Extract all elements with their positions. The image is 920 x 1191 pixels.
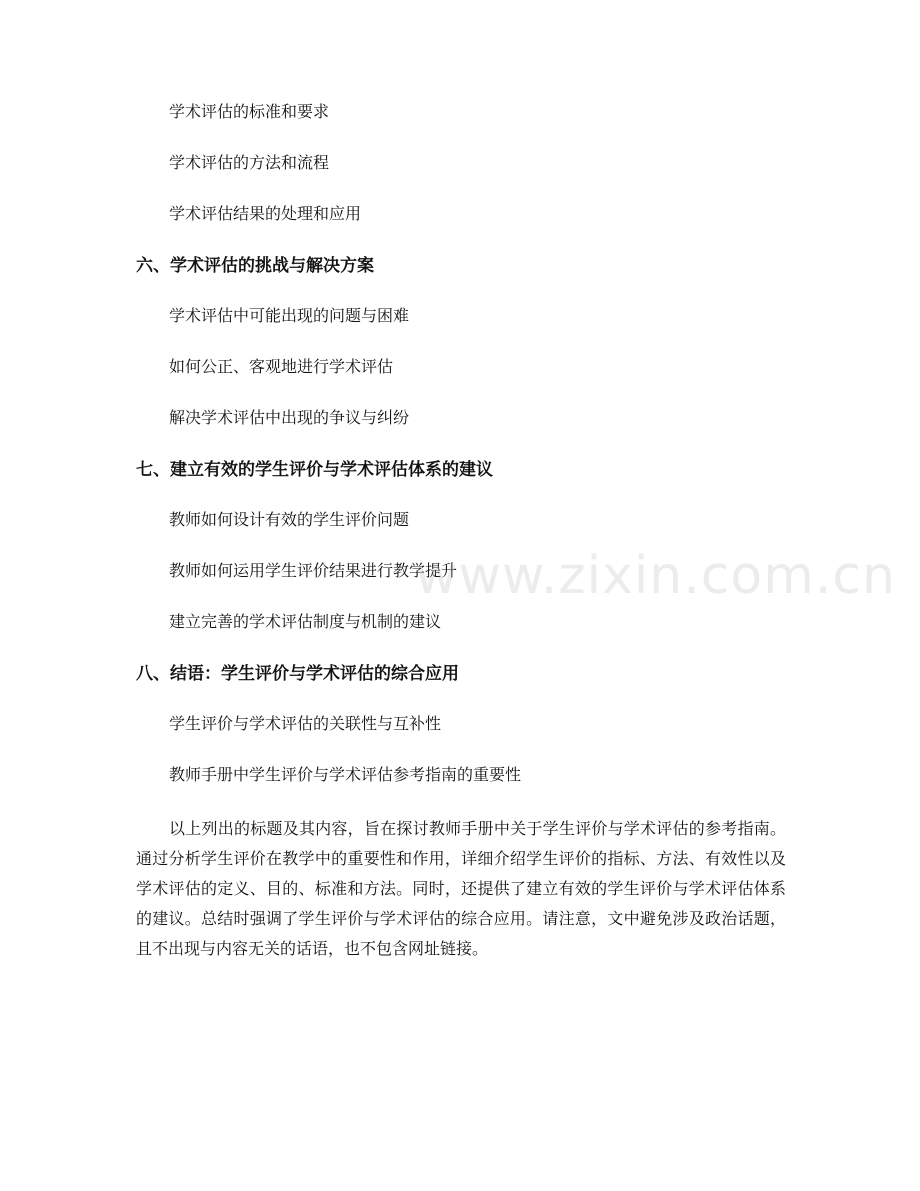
conclusion-paragraph: 以上列出的标题及其内容，旨在探讨教师手册中关于学生评价与学术评估的参考指南。通过分析学生评价在教学中的重要性和作用，详细介绍学生评价的指标、方法、有效性以及学术评估的定义、目的、标准和方法。同时，还提供了建立有效的学生评价与学术评估体系的建议。总结时强调了学生评价与学术评估的综合应用。请注意，文中避免涉及政治话题，且不出现与内容无关的话语，也不包含网址链接。 xyxy=(136,819,786,958)
list-item: 学生评价与学术评估的关联性与互补性 xyxy=(169,714,442,733)
list-item: 教师如何设计有效的学生评价问题 xyxy=(169,510,410,529)
list-item: 学术评估的方法和流程 xyxy=(169,153,330,172)
document-content xyxy=(136,100,786,964)
list-item: 教师如何运用学生评价结果进行教学提升 xyxy=(169,561,458,580)
list-item: 解决学术评估中出现的争议与纠纷 xyxy=(169,408,410,427)
section-heading-6: 六、学术评估的挑战与解决方案 xyxy=(136,256,374,276)
section-heading-8: 八、结语：学生评价与学术评估的综合应用 xyxy=(136,664,459,684)
list-item: 如何公正、客观地进行学术评估 xyxy=(169,357,394,376)
list-item: 学术评估中可能出现的问题与困难 xyxy=(169,306,410,325)
watermark-text: www.zixin.com.cn xyxy=(415,546,896,606)
section-heading-7: 七、建立有效的学生评价与学术评估体系的建议 xyxy=(136,460,493,480)
list-item: 学术评估的标准和要求 xyxy=(169,102,330,121)
list-item: 教师手册中学生评价与学术评估参考指南的重要性 xyxy=(169,765,522,784)
list-item: 学术评估结果的处理和应用 xyxy=(169,204,362,223)
list-item: 建立完善的学术评估制度与机制的建议 xyxy=(169,612,442,631)
